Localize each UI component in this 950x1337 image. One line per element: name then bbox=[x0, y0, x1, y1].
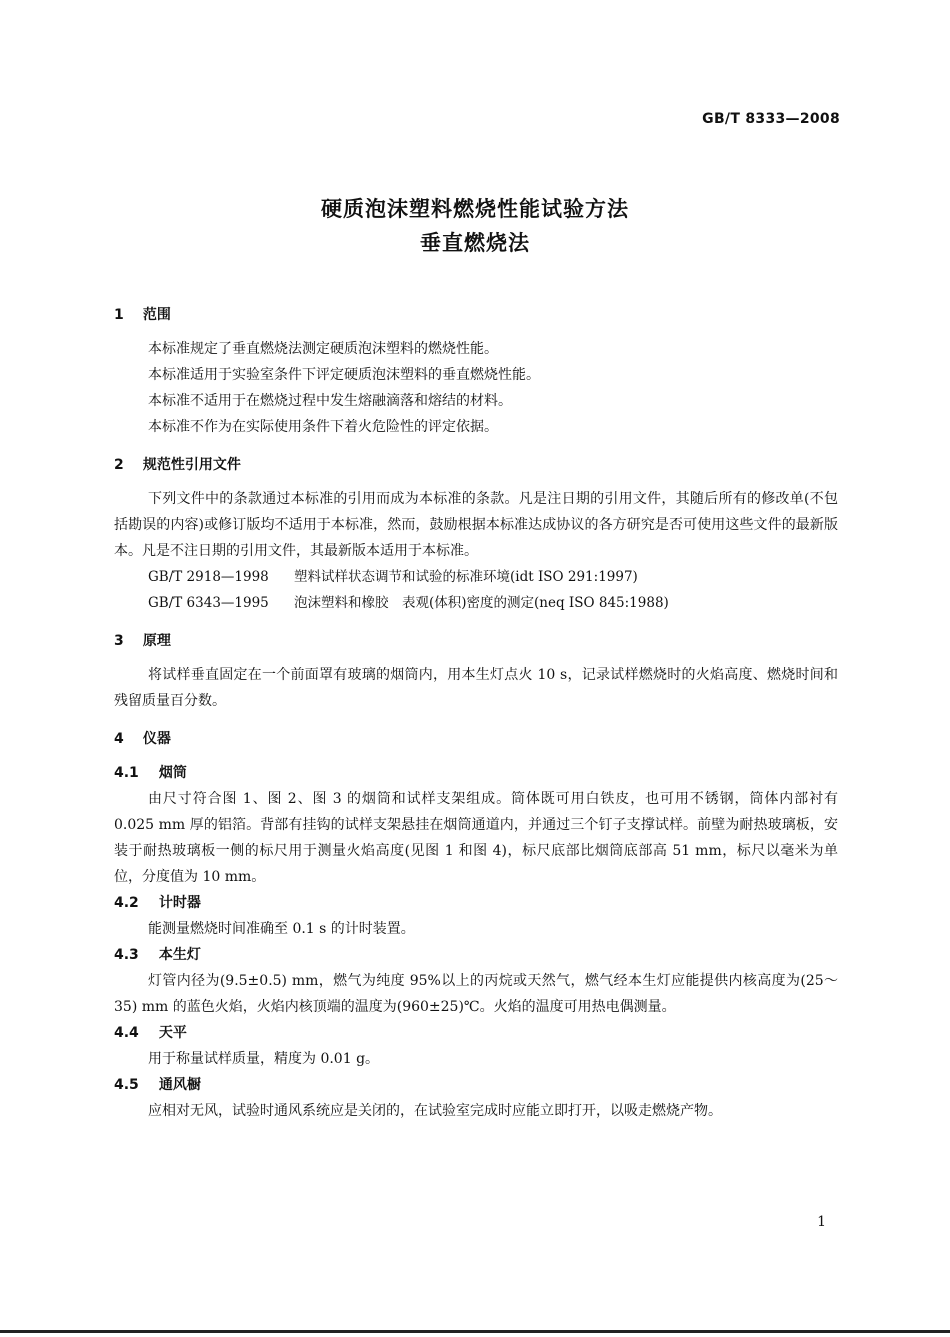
document-subtitle: 垂直燃烧法 bbox=[420, 231, 530, 255]
section-heading-principle: 3 原理 bbox=[114, 633, 171, 649]
subsection-heading-bunsen-burner: 4.3 本生灯 bbox=[114, 947, 201, 963]
reference-title: 泡沫塑料和橡胶 表观(体积)密度的测定(neq ISO 845:1988) bbox=[294, 595, 669, 611]
standard-code: GB/T 8333—2008 bbox=[702, 111, 840, 127]
paragraph: 本标准不作为在实际使用条件下着火危险性的评定依据。 bbox=[148, 419, 498, 435]
section-heading-scope: 1 范围 bbox=[114, 307, 171, 323]
reference-code: GB/T 2918—1998 bbox=[148, 569, 269, 585]
paragraph: 本标准适用于实验室条件下评定硬质泡沫塑料的垂直燃烧性能。 bbox=[148, 367, 540, 383]
section-heading-normative-references: 2 规范性引用文件 bbox=[114, 457, 241, 473]
reference-title: 塑料试样状态调节和试验的标准环境(idt ISO 291:1997) bbox=[294, 569, 638, 585]
page-number: 1 bbox=[817, 1214, 826, 1230]
reference-item bbox=[114, 564, 838, 590]
paragraph: 本标准不适用于在燃烧过程中发生熔融滴落和熔结的材料。 bbox=[148, 393, 512, 409]
paragraph: 能测量燃烧时间准确至 0.1 s 的计时装置。 bbox=[148, 921, 415, 937]
subsection-heading-chimney: 4.1 烟筒 bbox=[114, 765, 187, 781]
subsection-heading-fume-hood: 4.5 通风橱 bbox=[114, 1077, 201, 1093]
paragraph: 由尺寸符合图 1、图 2、图 3 的烟筒和试样支架组成。筒体既可用白铁皮，也可用不锈钢，筒体内部衬有 0.025 mm 厚的铝箔。背部有挂钩的试样支架悬挂在烟筒通道内，并通过三个钉子支撑试样。前壁为耐热玻璃板，安装于耐热玻璃板一侧的标尺用于测量火焰高度(见图 1 和图 4)，标尺底部比烟筒底部高 51 mm，标尺以毫米为单位，分度值为 10 mm。 bbox=[114, 791, 838, 885]
scan-edge-divider bbox=[0, 1330, 950, 1333]
paragraph: 用于称量试样质量，精度为 0.01 g。 bbox=[148, 1051, 380, 1067]
section-heading-apparatus: 4 仪器 bbox=[114, 731, 171, 747]
paragraph: 将试样垂直固定在一个前面罩有玻璃的烟筒内，用本生灯点火 10 s，记录试样燃烧时的火焰高度、燃烧时间和残留质量百分数。 bbox=[114, 667, 838, 709]
subsection-heading-balance: 4.4 天平 bbox=[114, 1025, 187, 1041]
paragraph: 本标准规定了垂直燃烧法测定硬质泡沫塑料的燃烧性能。 bbox=[148, 341, 498, 357]
document-title: 硬质泡沫塑料燃烧性能试验方法 bbox=[321, 197, 629, 221]
subsection-heading-timer: 4.2 计时器 bbox=[114, 895, 201, 911]
reference-item bbox=[114, 590, 838, 616]
paragraph: 灯管内径为(9.5±0.5) mm，燃气为纯度 95%以上的丙烷或天然气，燃气经本生灯应能提供内核高度为(25～35) mm 的蓝色火焰，火焰内核顶端的温度为(960±25)℃。火焰的温度可用热电偶测量。 bbox=[114, 973, 838, 1015]
document-body bbox=[114, 302, 838, 1124]
paragraph: 应相对无风，试验时通风系统应是关闭的，在试验室完成时应能立即打开，以吸走燃烧产物。 bbox=[148, 1103, 722, 1119]
reference-code: GB/T 6343—1995 bbox=[148, 595, 269, 611]
paragraph: 下列文件中的条款通过本标准的引用而成为本标准的条款。凡是注日期的引用文件，其随后所有的修改单(不包括勘误的内容)或修订版均不适用于本标准，然而，鼓励根据本标准达成协议的各方研究是否可使用这些文件的最新版本。凡是不注日期的引用文件，其最新版本适用于本标准。 bbox=[114, 491, 838, 559]
